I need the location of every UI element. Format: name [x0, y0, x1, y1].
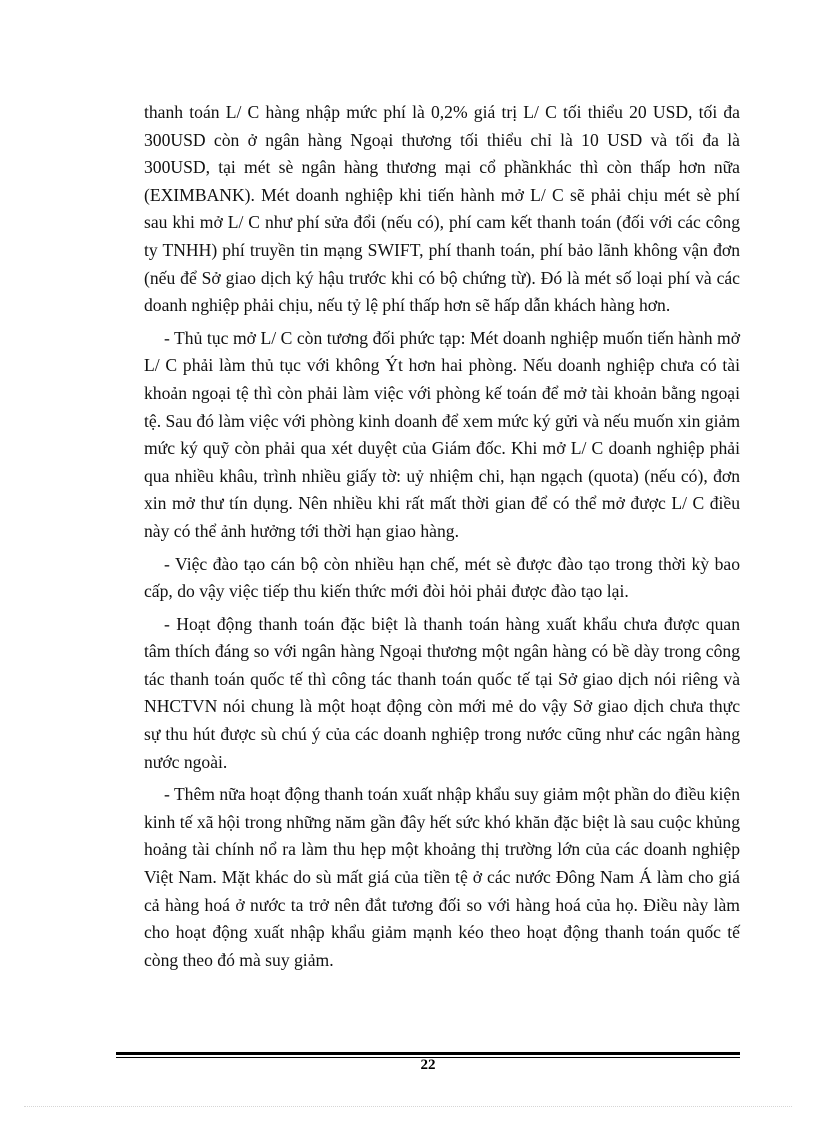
paragraph-lc-procedure: - Thủ tục mở L/ C còn tương đối phức tạp: Mét doanh nghiệp muốn tiến hành mở L/ C phải làm thủ tục với không Ýt hơn hai phòng. Nếu doanh nghiệp chưa có tài khoản ngoại tệ thì còn phải làm việc với phòng kế toán để mở tài khoản bằng ngoại tệ. Sau đó làm việc với phòng kinh doanh để xem mức ký gửi và nếu muốn xin giảm mức ký quỹ còn phải qua xét duyệt của Giám đốc. Khi mở L/ C doanh nghiệp phải qua nhiều khâu, trình nhiều giấy tờ: uỷ nhiệm chi, hạn ngạch (quota) (nếu có), đơn xin mở thư tín dụng. Nên nhiều khi rất mất thời gian để có thể mở được L/ C điều này có thể ảnh hưởng tới thời hạn giao hàng. — [144, 327, 740, 541]
paragraph-fees: thanh toán L/ C hàng nhập mức phí là 0,2% giá trị L/ C tối thiểu 20 USD, tối đa 300USD còn ở ngân hàng Ngoại thương tối thiểu chỉ là 10 USD và tối đa là 300USD, tại mét sè ngân hàng thương mại cổ phầnkhác thì còn thấp hơn nữa (EXIMBANK). Mét doanh nghiệp khi tiến hành mở L/ C sẽ phải chịu mét sè phí sau khi mở L/ C như phí sửa đổi (nếu có), phí cam kết thanh toán (đối với các công ty TNHH) phí truyền tin mạng SWIFT, phí thanh toán, phí bảo lãnh không vận đơn (nếu để Sở giao dịch ký hậu trước khi có bộ chứng từ). Đó là mét số loại phí và các doanh nghiệp phải chịu, nếu tỷ lệ phí thấp hơn sẽ hấp dẫn khách hàng hơn. — [144, 102, 740, 316]
body-text — [144, 99, 740, 979]
paragraph-economic-decline: - Thêm nữa hoạt động thanh toán xuất nhập khẩu suy giảm một phần do điều kiện kinh tế xã hội trong những năm gần đây hết sức khó khăn đặc biệt là sau cuộc khủng hoảng tài chính nổ ra làm thu hẹp một khoảng thị trường lớn của các doanh nghiệp Việt Nam. Mặt khác do sù mất giá của tiền tệ ở các nước Đông Nam Á làm cho giá cả hàng hoá ở nước ta trở nên đắt tương đối so với hàng hoá của họ. Điều này làm cho hoạt động xuất nhập khẩu giảm mạnh kéo theo hoạt động thanh toán quốc tế còng theo đó mà suy giảm. — [144, 784, 741, 970]
paragraph-staff-training: - Việc đào tạo cán bộ còn nhiều hạn chế, mét sè được đào tạo trong thời kỳ bao cấp, do vậy việc tiếp thu kiến thức mới đòi hỏi phải được đào tạo lại. — [144, 553, 740, 602]
paragraph-export-payment: - Hoạt động thanh toán đặc biệt là thanh toán hàng xuất khẩu chưa được quan tâm thích đáng so với ngân hàng Ngoại thương một ngân hàng có bề dày trong công tác thanh toán quốc tế thì công tác thanh toán quốc tế tại Sở giao dịch nói riêng và NHCTVN nói chung là một hoạt động còn mới mẻ do vậy Sở giao dịch chưa thực sự thu hút được sù chú ý của các doanh nghiệp trong nước cũng như các ngân hàng nước ngoài. — [144, 613, 740, 772]
page-bottom-divider — [24, 1106, 792, 1107]
page-number: 22 — [420, 1057, 436, 1073]
